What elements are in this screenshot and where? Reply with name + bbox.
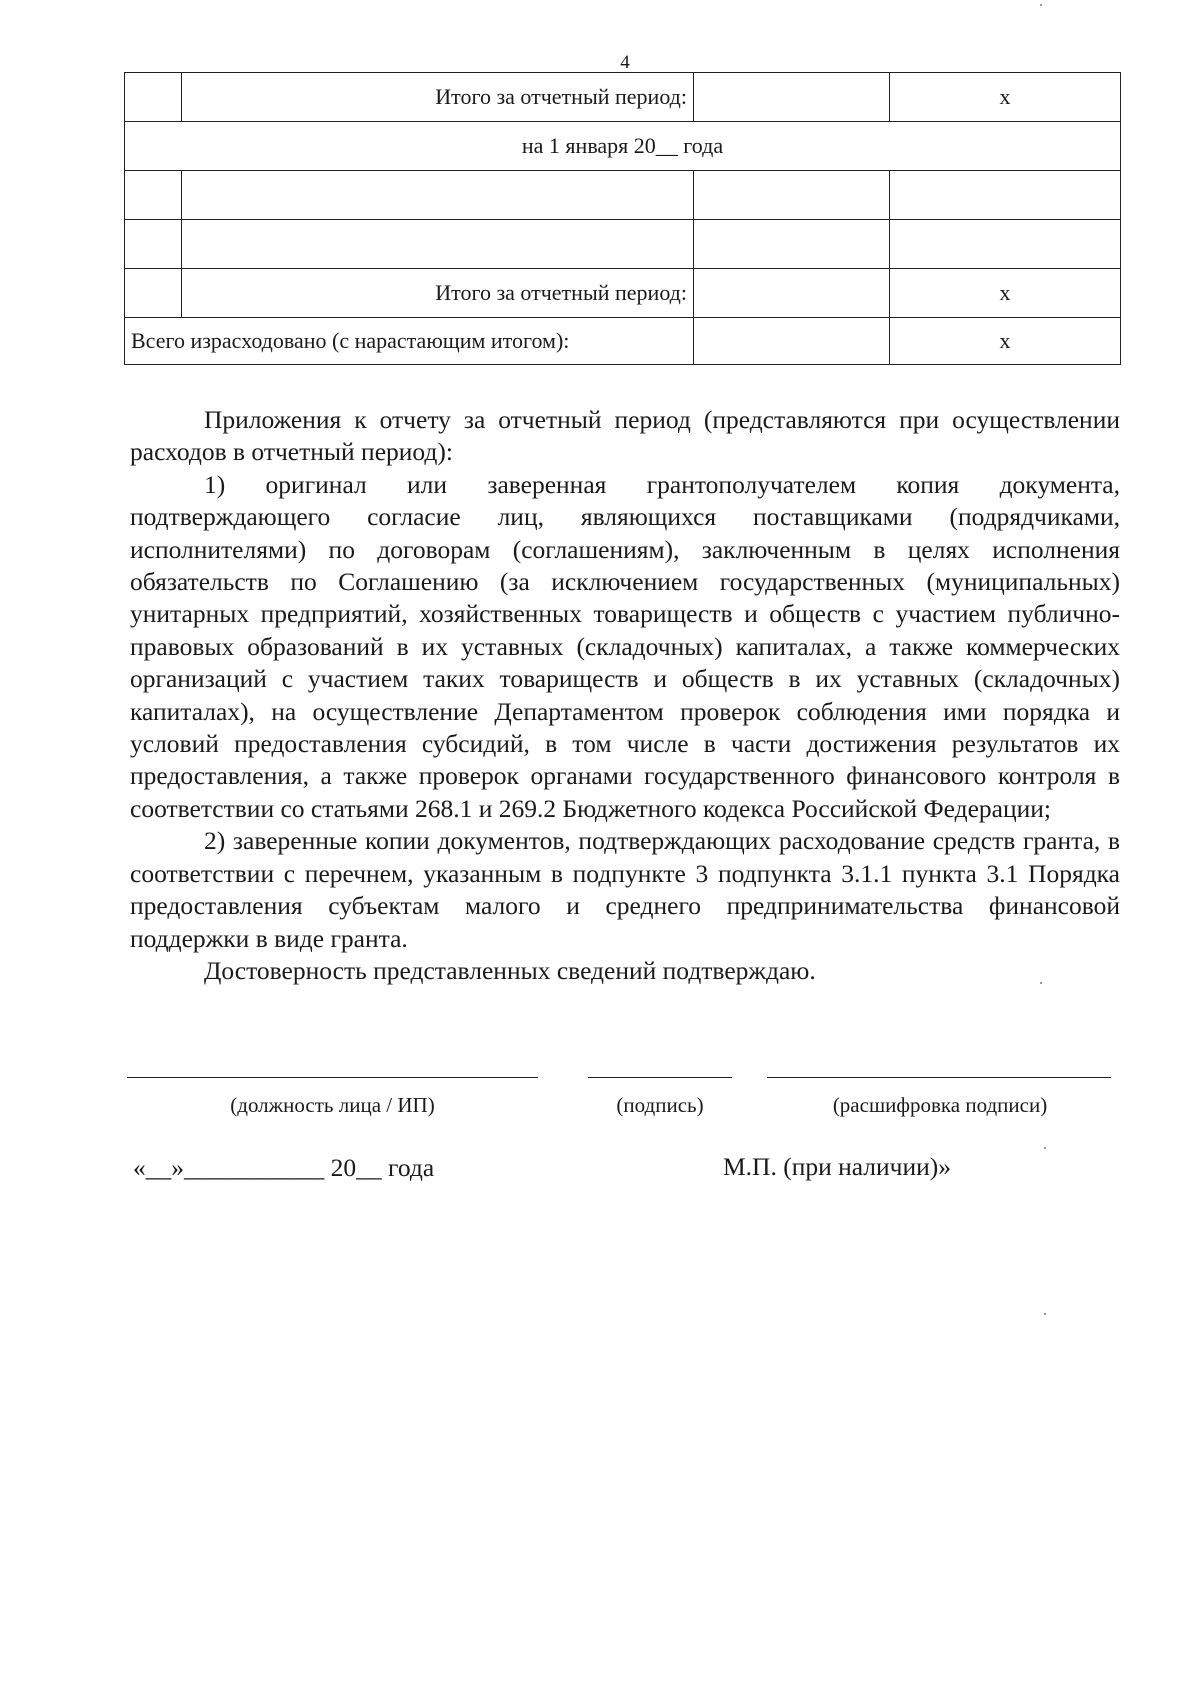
table-cell-amount <box>694 171 890 220</box>
signature-caption: (подпись) <box>616 1093 704 1117</box>
table-cell-name <box>182 171 694 220</box>
table-cell-number <box>125 220 182 269</box>
table-cell-amount <box>694 220 890 269</box>
stamp-note: М.П. (при наличии)» <box>723 1152 952 1181</box>
page-number: 4 <box>620 52 630 73</box>
attachments-intro: Приложения к отчету за отчетный период (представляются при осуществлении расходов в отчетный период): <box>130 405 1120 467</box>
period-total-label: Итого за отчетный период: <box>182 269 694 318</box>
table-cell-amount <box>694 269 890 318</box>
section-header: на 1 января 20__ года <box>125 122 1121 171</box>
table-cell-note <box>890 220 1121 269</box>
date-line: «__»___________ 20__ года <box>133 1153 435 1182</box>
table-cell-note <box>890 171 1121 220</box>
table-row <box>125 171 1121 220</box>
table-cell-amount <box>694 318 890 365</box>
period-total-mark: x <box>890 73 1121 122</box>
scan-speck <box>1044 1147 1046 1149</box>
position-caption: (должность лица / ИП) <box>230 1093 435 1117</box>
decoding-signature-line <box>767 1077 1111 1078</box>
attachments-section <box>130 404 1120 987</box>
table-row <box>125 318 1121 365</box>
table-cell-amount <box>694 73 890 122</box>
expense-table <box>124 72 1121 365</box>
decoding-caption: (расшифровка подписи) <box>832 1093 1048 1117</box>
period-total-mark: x <box>890 269 1121 318</box>
attachment-item-1: 1) оригинал или заверенная грантополучателем копия документа, подтверждающего согласие лиц, являющихся поставщиками (подрядчиками, исполнителями) по договорам (соглашениям), заключенным в целях исполнения обязательств по Соглашению (за исключением государственных (муниципальных) унитарных предприятий, хозяйственных товариществ и обществ с участием публично-правовых образований в их уставных (складочных) капиталах, а также коммерческих организаций с участием таких товариществ и обществ в их уставных (складочных) капиталах), на осуществление Департаментом проверок соблюдения ими порядка и условий предоставления субсидий, в том числе в части достижения результатов их предоставления, а также проверок органами государственного финансового контроля в соответствии со статьями 268.1 и 269.2 Бюджетного кодекса Российской Федерации; <box>130 469 1120 823</box>
table-cell-number <box>125 73 182 122</box>
grand-total-label: Всего израсходовано (с нарастающим итогом): <box>125 318 694 365</box>
table-row <box>125 73 1121 122</box>
scan-speck <box>1040 982 1042 984</box>
table-cell-name <box>182 220 694 269</box>
position-signature-line <box>127 1077 538 1078</box>
table-row <box>125 122 1121 171</box>
table-row <box>125 220 1121 269</box>
grand-total-mark: x <box>890 318 1121 365</box>
table-row <box>125 269 1121 318</box>
attachment-item-2: 2) заверенные копии документов, подтверждающих расходование средств гранта, в соответствии с перечнем, указанным в подпункте 3 подпункта 3.1.1 пункта 3.1 Порядка предоставления субъектам малого и среднего предпринимательства финансовой поддержки в виде гранта. <box>130 826 1120 953</box>
confirmation-statement: Достоверность представленных сведений подтверждаю. <box>204 955 816 985</box>
period-total-label: Итого за отчетный период: <box>182 73 694 122</box>
table-cell-number <box>125 269 182 318</box>
scan-speck <box>1044 1313 1046 1315</box>
signature-line <box>588 1077 732 1078</box>
table-cell-number <box>125 171 182 220</box>
scan-speck <box>1040 4 1042 6</box>
